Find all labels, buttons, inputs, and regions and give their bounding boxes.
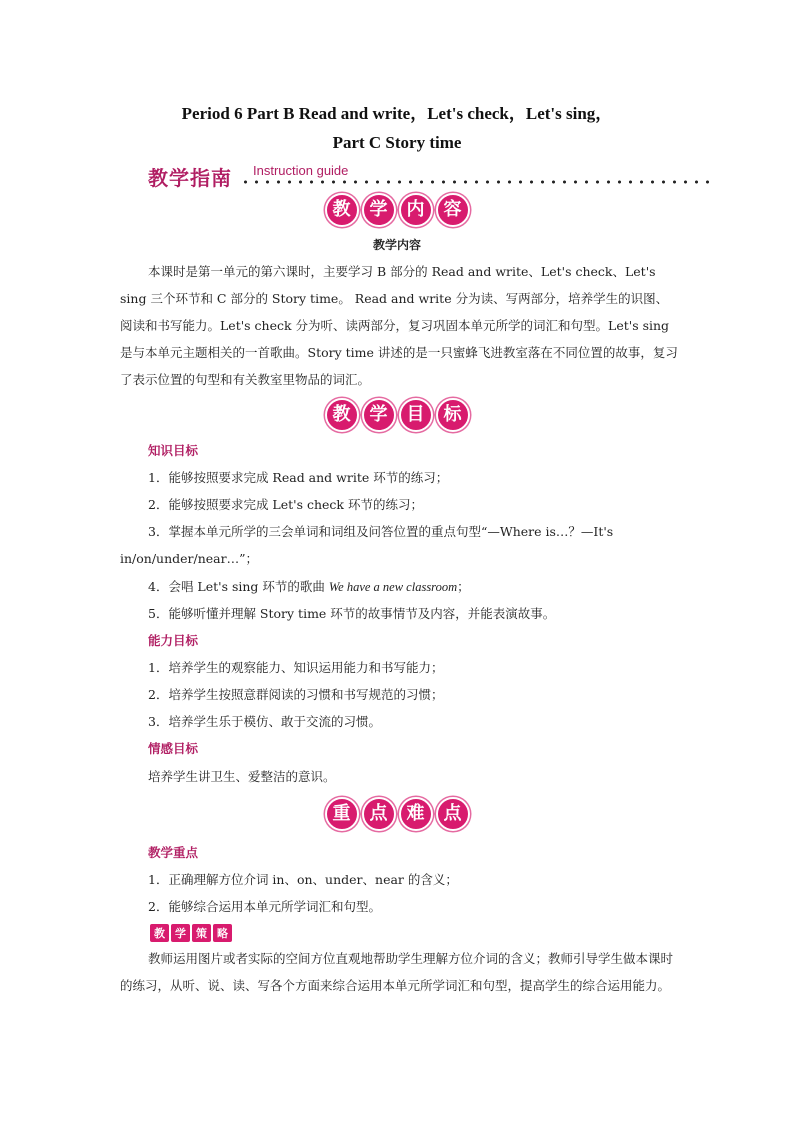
strategy-char: 策 bbox=[192, 924, 211, 942]
strategy-char: 教 bbox=[150, 924, 169, 942]
ability-item: 3．培养学生乐于模仿、敢于交流的习惯。 bbox=[148, 714, 381, 729]
badge-char: 教 bbox=[325, 398, 359, 432]
emotion-text: 培养学生讲卫生、爱整洁的意识。 bbox=[148, 769, 336, 784]
section-badge-key bbox=[0, 797, 794, 831]
keypoints-item: 2．能够综合运用本单元所学词汇和句型。 bbox=[148, 899, 381, 914]
keypoints-item: 1．正确理解方位介词 in、on、under、near 的含义； bbox=[148, 872, 458, 887]
badge-char: 学 bbox=[362, 193, 396, 227]
badge-char: 内 bbox=[399, 193, 433, 227]
badge-char: 重 bbox=[325, 797, 359, 831]
badge-char: 教 bbox=[325, 193, 359, 227]
knowledge-heading: 知识目标 bbox=[148, 443, 199, 458]
content-paragraph: 本课时是第一单元的第六课时，主要学习 B 部分的 Read and write、Let's check、Let's sing 三个环节和 C 部分的 Story time。 Read and write 分为读、写两部分，培养学生的识图、阅读和书写能力。Let's check 分为听、读两部分，复习巩固本单元所学的词汇和句型。Let's sing 是与本单元主题相关的一首歌曲。Story time 讲述的是一只蜜蜂飞进教室落在不同位置的故事，复习了表示位置的句型和有关教室里物品的词汇。 bbox=[120, 264, 678, 387]
knowledge-item-song bbox=[148, 577, 688, 595]
badge-char: 目 bbox=[399, 398, 433, 432]
page-title-line1: Period 6 Part B Read and write，Let's check，Let's sing， bbox=[181, 104, 613, 123]
strategy-char: 略 bbox=[213, 924, 232, 942]
page-title-line2: Part C Story time bbox=[332, 133, 462, 152]
knowledge-item: 3．掌握本单元所学的三会单词和词组及问答位置的重点句型“—Where is…？—It's bbox=[148, 524, 614, 539]
keypoints-heading: 教学重点 bbox=[148, 845, 199, 860]
song-title: We have a new classroom bbox=[328, 580, 458, 594]
knowledge-item: 1．能够按照要求完成 Read and write 环节的练习； bbox=[148, 470, 449, 485]
emotion-heading: 情感目标 bbox=[148, 741, 199, 756]
guide-title-cn: 教学指南 bbox=[148, 166, 232, 190]
badge-char: 点 bbox=[362, 797, 396, 831]
strategy-paragraph: 教师运用图片或者实际的空间方位直观地帮助学生理解方位介词的含义；教师引导学生做本课时的练习，从听、说、读、写各个方面来综合运用本单元所学词汇和句型，提高学生的综合运用能力。 bbox=[120, 951, 674, 993]
ability-item: 1．培养学生的观察能力、知识运用能力和书写能力； bbox=[148, 660, 444, 675]
badge-char: 容 bbox=[436, 193, 470, 227]
strategy-char: 学 bbox=[171, 924, 190, 942]
guide-title-en: Instruction guide bbox=[253, 163, 349, 178]
knowledge-item: in/on/under/near…”； bbox=[120, 551, 259, 566]
badge-char: 标 bbox=[436, 398, 470, 432]
strategy-label bbox=[150, 924, 232, 942]
badge-char: 点 bbox=[436, 797, 470, 831]
badge-char: 难 bbox=[399, 797, 433, 831]
section-badge-content bbox=[0, 193, 794, 227]
dotted-divider bbox=[240, 180, 710, 184]
song-prefix: 4．会唱 Let's sing 环节的歌曲 bbox=[148, 579, 329, 594]
ability-heading: 能力目标 bbox=[148, 633, 199, 648]
ability-item: 2．培养学生按照意群阅读的习惯和书写规范的习惯； bbox=[148, 687, 444, 702]
song-suffix: ； bbox=[457, 579, 470, 594]
knowledge-item: 2．能够按照要求完成 Let's check 环节的练习； bbox=[148, 497, 423, 512]
instruction-guide-header bbox=[148, 160, 713, 190]
knowledge-item: 5．能够听懂并理解 Story time 环节的故事情节及内容，并能表演故事。 bbox=[148, 606, 556, 621]
badge-char: 学 bbox=[362, 398, 396, 432]
content-subtitle: 教学内容 bbox=[372, 238, 421, 252]
section-badge-goals bbox=[0, 398, 794, 432]
